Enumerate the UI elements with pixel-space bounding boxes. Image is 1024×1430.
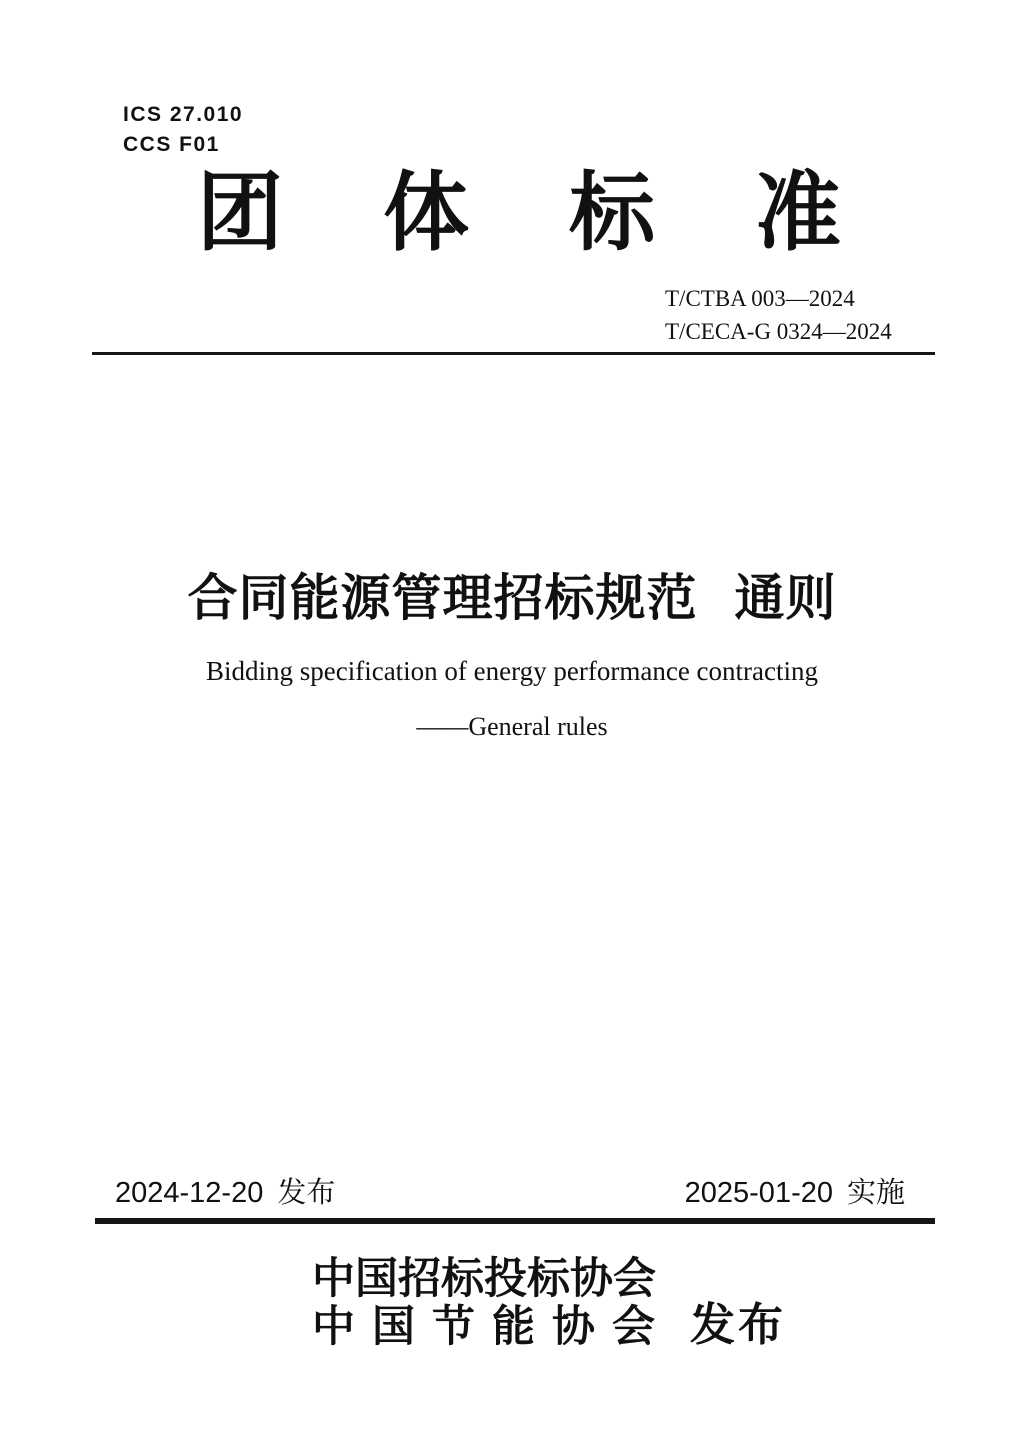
implementation-date-label: 实施 (846, 1177, 905, 1209)
standard-title-zh: 合同能源管理招标规范 通则 (187, 570, 837, 626)
publisher-2: 中国节能协会 (312, 1304, 672, 1351)
dates-row (115, 1170, 905, 1211)
implementation-date-value: 2025-01-20 (684, 1177, 833, 1209)
standard-number-block (665, 282, 892, 348)
issue-date-value: 2024-12-20 (115, 1177, 264, 1209)
ccs-code: CCS F01 (123, 133, 220, 156)
bottom-divider-line (95, 1218, 935, 1224)
publish-label: 发布 (690, 1300, 787, 1350)
implementation-date (685, 1170, 905, 1211)
publisher-1: 中国招标投标协会 (312, 1256, 656, 1303)
standard-title-en: Bidding specification of energy performance contracting (205, 656, 819, 686)
issue-date (115, 1170, 335, 1211)
standard-subtitle-en: ——General rules (416, 712, 608, 741)
issue-date-label: 发布 (277, 1177, 336, 1209)
publisher-block (312, 1256, 672, 1352)
standard-number-1: T/CTBA 003—2024 (665, 286, 855, 311)
top-divider-line (92, 352, 935, 355)
standard-number-2: T/CECA-G 0324—2024 (665, 319, 892, 344)
ics-code: ICS 27.010 (123, 103, 244, 126)
document-type-title: 团体标准 (197, 165, 941, 261)
classification-codes (123, 100, 243, 160)
